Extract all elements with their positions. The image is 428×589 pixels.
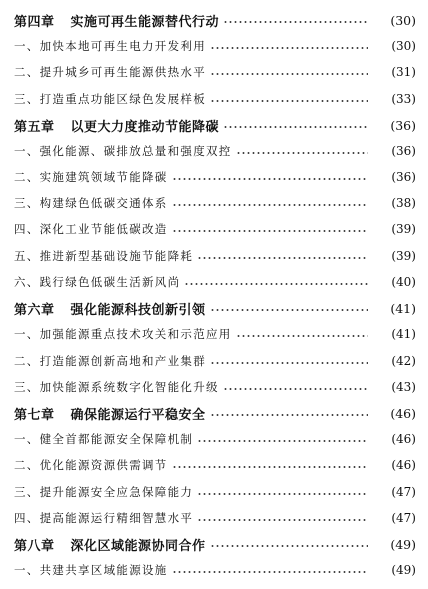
toc-section[interactable] <box>14 245 416 267</box>
chapter-title: 实施可再生能源替代行动 <box>70 14 220 30</box>
chapter-number: 第五章 <box>14 119 55 135</box>
chapter-title: 确保能源运行平稳安全 <box>70 407 206 423</box>
toc-section[interactable] <box>14 218 416 240</box>
toc-chapter-4[interactable] <box>14 9 416 31</box>
page-number: (33) <box>391 92 416 106</box>
dot-leader <box>184 278 368 290</box>
page-number: (41) <box>391 327 416 341</box>
toc-section[interactable] <box>14 376 416 398</box>
section-title: 六、践行绿色低碳生活新风尚 <box>14 275 181 289</box>
chapter-heading <box>14 404 206 423</box>
toc-section[interactable] <box>14 35 416 57</box>
dot-leader <box>197 514 368 526</box>
page-number: (42) <box>391 354 416 368</box>
page-number: (38) <box>391 196 416 210</box>
section-title: 三、加快能源系统数字化智能化升级 <box>14 380 219 394</box>
section-title: 一、加快本地可再生电力开发利用 <box>14 39 206 53</box>
page-number: (49) <box>390 536 416 552</box>
section-title: 二、打造能源创新高地和产业集群 <box>14 354 206 368</box>
dot-leader <box>172 225 368 237</box>
chapter-title: 深化区域能源协同合作 <box>70 538 206 554</box>
toc-section[interactable] <box>14 192 416 214</box>
dot-leader <box>172 173 368 185</box>
toc-section[interactable] <box>14 88 416 110</box>
toc-section[interactable] <box>14 350 416 372</box>
toc-chapter-5[interactable] <box>14 114 416 136</box>
toc-section[interactable] <box>14 428 416 450</box>
section-title: 四、提高能源运行精细智慧水平 <box>14 511 194 525</box>
chapter-number: 第六章 <box>14 302 55 318</box>
chapter-title: 以更大力度推动节能降碳 <box>70 119 220 135</box>
chapter-number: 第七章 <box>14 407 55 423</box>
page-number: (41) <box>390 300 416 316</box>
chapter-number: 第四章 <box>14 14 55 30</box>
toc-section[interactable] <box>14 61 416 83</box>
section-title: 一、强化能源、碳排放总量和强度双控 <box>14 144 232 158</box>
section-title: 三、构建绿色低碳交通体系 <box>14 196 168 210</box>
page-number: (39) <box>391 222 416 236</box>
section-title: 一、健全首都能源安全保障机制 <box>14 432 194 446</box>
section-title: 一、共建共享区域能源设施 <box>14 563 168 577</box>
dot-leader <box>172 566 368 578</box>
dot-leader <box>236 330 368 342</box>
page-number: (47) <box>391 485 416 499</box>
section-title: 二、优化能源资源供需调节 <box>14 458 168 472</box>
page-number: (49) <box>391 563 416 577</box>
page-number: (46) <box>390 405 416 421</box>
toc-section[interactable] <box>14 166 416 188</box>
chapter-heading <box>14 535 206 554</box>
section-title: 三、提升能源安全应急保障能力 <box>14 485 194 499</box>
dot-leader <box>210 304 368 316</box>
chapter-heading <box>14 116 219 135</box>
dot-leader <box>210 95 368 107</box>
toc-section[interactable] <box>14 481 416 503</box>
chapter-title: 强化能源科技创新引领 <box>70 302 206 318</box>
dot-leader <box>197 488 368 500</box>
chapter-number: 第八章 <box>14 538 55 554</box>
page-number: (47) <box>391 511 416 525</box>
section-title: 二、提升城乡可再生能源供热水平 <box>14 65 206 79</box>
dot-leader <box>197 252 368 264</box>
dot-leader <box>210 42 368 54</box>
toc-chapter-6[interactable] <box>14 297 416 319</box>
dot-leader <box>210 357 368 369</box>
page-number: (36) <box>390 117 416 133</box>
dot-leader <box>172 461 368 473</box>
toc-chapter-8[interactable] <box>14 533 416 555</box>
section-title: 二、实施建筑领域节能降碳 <box>14 170 168 184</box>
dot-leader <box>197 435 368 447</box>
dot-leader <box>210 68 368 80</box>
section-title: 五、推进新型基础设施节能降耗 <box>14 249 194 263</box>
page-number: (30) <box>391 39 416 53</box>
page-number: (39) <box>391 249 416 263</box>
page-number: (31) <box>391 65 416 79</box>
section-title: 四、深化工业节能低碳改造 <box>14 222 168 236</box>
dot-leader <box>172 199 368 211</box>
page-number: (43) <box>391 380 416 394</box>
page-number: (46) <box>391 458 416 472</box>
toc-section[interactable] <box>14 140 416 162</box>
toc-section[interactable] <box>14 559 416 581</box>
dot-leader <box>223 16 368 28</box>
dot-leader <box>223 383 368 395</box>
page-number: (36) <box>391 144 416 158</box>
page-number: (30) <box>390 12 416 28</box>
page-number: (40) <box>391 275 416 289</box>
section-title: 三、打造重点功能区绿色发展样板 <box>14 92 206 106</box>
toc-section[interactable] <box>14 323 416 345</box>
dot-leader <box>223 121 368 133</box>
toc-section[interactable] <box>14 507 416 529</box>
toc-section[interactable] <box>14 271 416 293</box>
chapter-heading <box>14 11 219 30</box>
toc-section[interactable] <box>14 454 416 476</box>
page-number: (46) <box>391 432 416 446</box>
chapter-heading <box>14 299 206 318</box>
page-number: (36) <box>391 170 416 184</box>
dot-leader <box>210 540 368 552</box>
dot-leader <box>236 147 368 159</box>
toc-chapter-7[interactable] <box>14 402 416 424</box>
section-title: 一、加强能源重点技术攻关和示范应用 <box>14 327 232 341</box>
dot-leader <box>210 409 368 421</box>
